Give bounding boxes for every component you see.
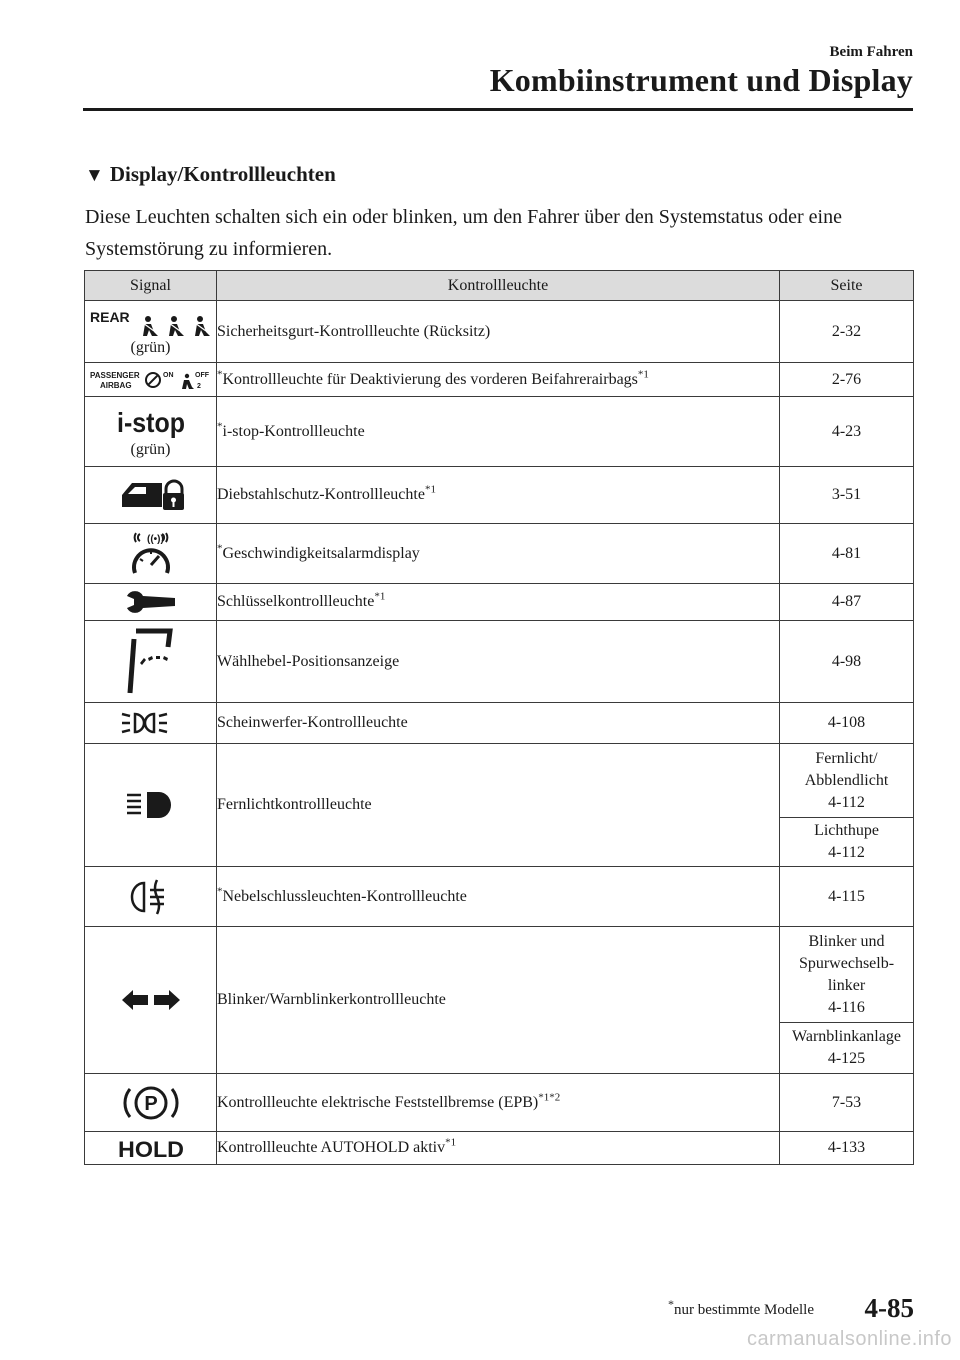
speed-alarm-icon (126, 531, 176, 577)
indicator-cell (217, 1132, 780, 1165)
signal-note: (grün) (130, 339, 171, 356)
footer-note (668, 1297, 814, 1319)
signal-cell (85, 301, 217, 363)
page-cell (780, 867, 914, 927)
gear-position-icon (126, 627, 176, 697)
indicator-cell (217, 744, 780, 867)
indicator-asterisk: * (217, 885, 223, 898)
header-rule (83, 108, 913, 111)
indicator-cell (217, 621, 780, 703)
section-heading (85, 162, 336, 187)
page-cell (780, 1074, 914, 1132)
svg-text:ON: ON (162, 371, 173, 379)
signal-note: (grün) (130, 441, 171, 458)
indicator-label: Kontrollleuchte elektrische Feststellbremse (EPB) (217, 1093, 539, 1111)
page-ref: 4-125 (827, 1050, 866, 1067)
svg-text:((•)): ((•)) (146, 533, 164, 545)
page-line: Lichthupe (814, 822, 879, 839)
indicator-cell (217, 1074, 780, 1132)
parking-brake-icon (121, 1079, 181, 1127)
indicator-cell (217, 363, 780, 397)
page-ref: 4-112 (828, 793, 865, 811)
indicator-asterisk: * (217, 368, 223, 381)
page-ref: 4-112 (828, 844, 865, 861)
page-number: 4-85 (864, 1293, 914, 1323)
table-row (85, 584, 914, 621)
indicator-label: Scheinwerfer-Kontrollleuchte (217, 714, 408, 731)
page-line: Abblendlicht (804, 771, 889, 789)
page-ref: 4-81 (831, 544, 862, 562)
page-cell (780, 1132, 914, 1165)
table-row (85, 927, 914, 1023)
indicator-cell (217, 927, 780, 1074)
indicator-label: Schlüsselkontrollleuchte (217, 593, 375, 610)
passenger-airbag-icon (89, 369, 213, 391)
signal-cell (85, 1074, 217, 1132)
indicator-footnote: *1*2 (538, 1091, 561, 1104)
page-cell (780, 584, 914, 621)
rear-seatbelt-icon (88, 306, 214, 338)
car-lock-icon (118, 477, 184, 513)
page-cell (780, 397, 914, 467)
signal-cell (85, 1132, 217, 1165)
svg-text:OFF: OFF (194, 371, 209, 379)
page-cell (780, 301, 914, 363)
indicator-label: Geschwindigkeitsalarmdisplay (222, 544, 420, 562)
indicator-footnote: *1 (637, 368, 649, 381)
table-row (85, 703, 914, 744)
headlight-icon (120, 710, 182, 736)
signal-cell (85, 467, 217, 524)
watermark: carmanualsonline.info (746, 1328, 952, 1350)
turn-signal-icon (120, 987, 182, 1013)
page-cell (780, 927, 914, 1023)
page-line: linker (827, 976, 866, 994)
page-cell (780, 703, 914, 744)
svg-text:2: 2 (196, 382, 201, 390)
table-row (85, 867, 914, 927)
indicator-label: Kontrollleuchte AUTOHOLD aktiv (217, 1139, 446, 1156)
indicator-label: Kontrollleuchte für Deaktivierung des vorderen Beifahrerairbags (222, 370, 638, 388)
page-ref: 4-115 (828, 887, 865, 905)
page-cell (780, 467, 914, 524)
triangle-marker-icon: ▼ (85, 165, 104, 186)
footer-asterisk: * (668, 1297, 675, 1311)
indicator-label: Sicherheitsgurt-Kontrollleuchte (Rücksitz) (217, 322, 491, 340)
page-cell (780, 818, 914, 867)
svg-text:REAR: REAR (89, 309, 130, 325)
page-ref: 4-108 (827, 714, 866, 731)
indicator-cell (217, 301, 780, 363)
intro-paragraph: Diese Leuchten schalten sich ein oder blinken, um den Fahrer über den Systemstatus oder eine Systemstörung zu informieren. (85, 206, 842, 260)
signal-cell (85, 744, 217, 867)
table-row (85, 363, 914, 397)
signal-cell (85, 524, 217, 584)
page-ref: 4-98 (831, 652, 862, 670)
indicator-label: Fernlichtkontrollleuchte (217, 796, 372, 813)
page-line: Blinker und (808, 932, 885, 950)
i-stop-icon (115, 404, 187, 440)
rear-fog-icon (126, 877, 176, 917)
table-row (85, 524, 914, 584)
page-cell (780, 1023, 914, 1074)
indicator-cell (217, 397, 780, 467)
high-beam-icon (125, 791, 177, 819)
indicator-footnote: *1 (374, 590, 386, 603)
table-row (85, 744, 914, 818)
page-line: Warnblinkanlage (792, 1028, 901, 1045)
indicator-cell (217, 867, 780, 927)
svg-text:AIRBAG: AIRBAG (99, 380, 132, 390)
page-cell (780, 524, 914, 584)
page-ref: 2-76 (831, 370, 862, 388)
indicator-label: i-stop-Kontrollleuchte (222, 422, 365, 440)
page-ref: 4-116 (828, 998, 865, 1016)
table-row (85, 1074, 914, 1132)
page-cell (780, 363, 914, 397)
signal-cell (85, 363, 217, 397)
wrench-icon (125, 591, 177, 613)
indicator-footnote: *1 (445, 1136, 457, 1149)
signal-cell (85, 584, 217, 621)
signal-cell (85, 867, 217, 927)
col-page: Seite (780, 271, 914, 301)
page-line: Fernlicht/ (815, 749, 878, 767)
autohold-icon (116, 1136, 186, 1160)
table-header-row (85, 271, 914, 301)
signal-cell (85, 703, 217, 744)
signal-cell (85, 927, 217, 1074)
signal-table (84, 270, 914, 1165)
col-indicator: Kontrollleuchte (217, 271, 780, 301)
page-title: Kombiinstrument und Display (489, 62, 913, 98)
signal-cell (85, 621, 217, 703)
page-ref: 3-51 (831, 486, 862, 503)
indicator-cell (217, 584, 780, 621)
indicator-cell (217, 703, 780, 744)
table-row (85, 301, 914, 363)
page-line: Spurwechselb- (798, 954, 895, 972)
page-ref: 4-133 (827, 1139, 866, 1156)
indicator-label: Blinker/Warnblinkerkontrollleuchte (217, 991, 446, 1008)
indicator-footnote: *1 (424, 483, 436, 496)
signal-cell (85, 397, 217, 467)
page-ref: 4-23 (831, 422, 862, 440)
header-section-label: Beim Fahren (829, 44, 913, 60)
parking-brake-letter: P (143, 1092, 158, 1115)
svg-text:i-stop: i-stop (116, 407, 185, 438)
indicator-asterisk: * (217, 420, 223, 433)
col-signal: Signal (85, 271, 217, 301)
svg-text:PASSENGER: PASSENGER (89, 370, 140, 380)
indicator-label: Wählhebel-Positionsanzeige (217, 652, 400, 670)
table-row (85, 467, 914, 524)
table-row (85, 1132, 914, 1165)
indicator-label: Diebstahlschutz-Kontrollleuchte (217, 486, 425, 503)
table-row (85, 397, 914, 467)
footer-note-text: nur bestimmte Modelle (674, 1302, 814, 1318)
table-row (85, 621, 914, 703)
autohold-text: HOLD (117, 1137, 184, 1160)
indicator-asterisk: * (217, 542, 223, 555)
section-heading-text: Display/Kontrollleuchten (109, 162, 336, 186)
indicator-cell (217, 524, 780, 584)
page-ref: 2-32 (831, 322, 862, 340)
page-ref: 7-53 (831, 1093, 862, 1111)
page-ref: 4-87 (831, 593, 862, 610)
page-cell (780, 621, 914, 703)
page-cell (780, 744, 914, 818)
indicator-cell (217, 467, 780, 524)
indicator-label: Nebelschlussleuchten-Kontrollleuchte (222, 887, 467, 905)
